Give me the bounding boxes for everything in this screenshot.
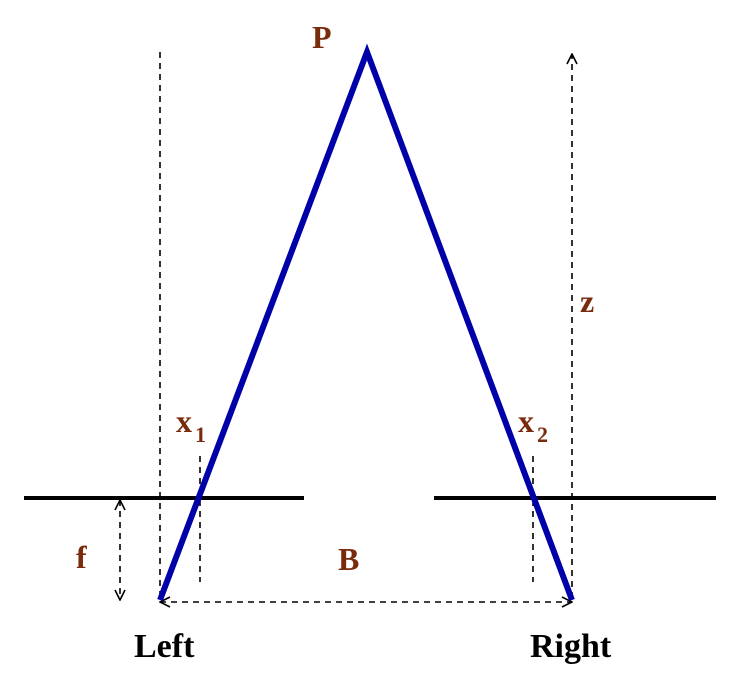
left-camera-label: Left: [134, 628, 195, 665]
focal-f-label: f: [76, 539, 87, 575]
baseline-b-label: B: [338, 541, 360, 577]
point-p-label: P: [312, 19, 332, 55]
x1-subscript: 1: [195, 422, 206, 447]
x1-label: x: [176, 403, 192, 439]
depth-z-label: z: [580, 283, 595, 319]
x2-label: x: [518, 403, 534, 439]
projection-rays: [160, 52, 572, 600]
right-camera-label: Right: [530, 628, 612, 665]
x2-subscript: 2: [537, 422, 548, 447]
